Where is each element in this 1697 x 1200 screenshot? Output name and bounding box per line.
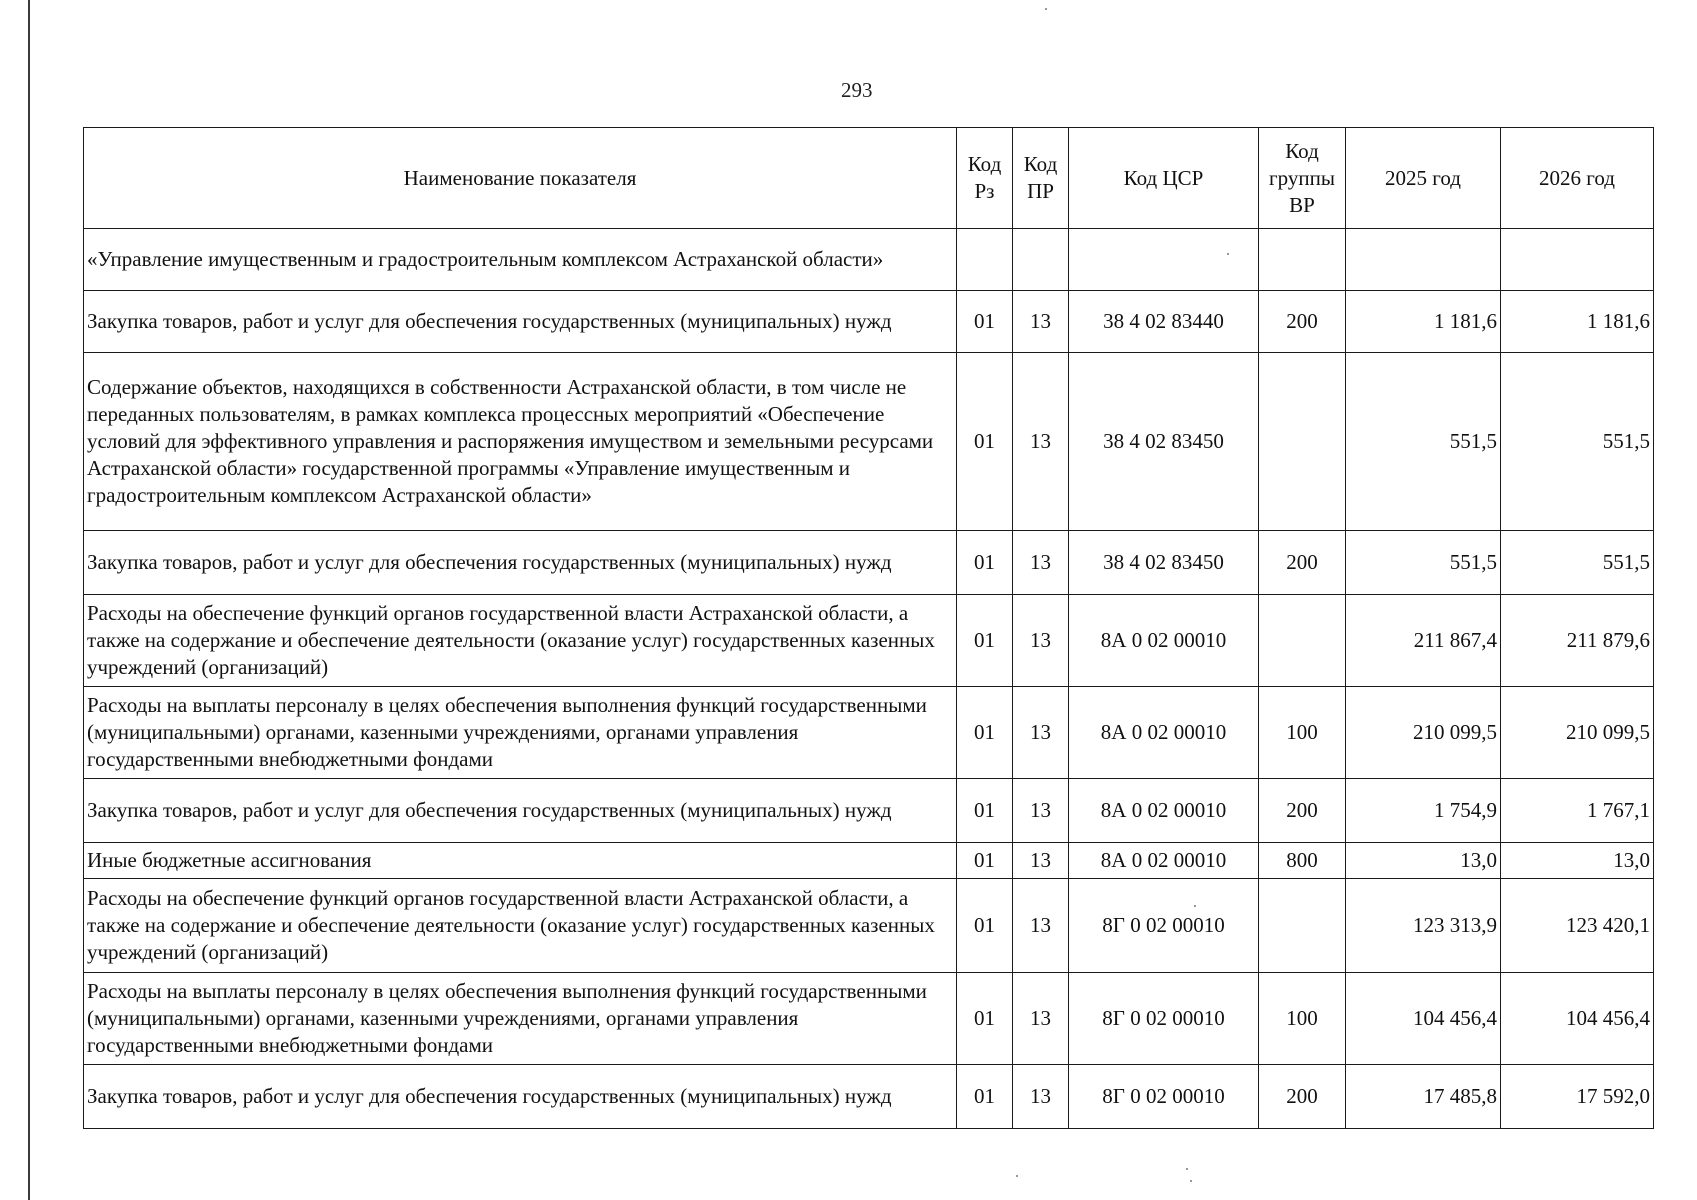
cell-code-rz: 01 [957, 291, 1013, 353]
cell-indicator-name: Расходы на обеспечение функций органов государственной власти Астраханской области, а также на содержание и обеспечение деятельности (оказание услуг) государственных казенных учреждений (организаций) [84, 879, 957, 973]
table-row [84, 879, 1654, 973]
cell-code-vr: 200 [1259, 1065, 1346, 1129]
cell-code-pr: 13 [1013, 973, 1069, 1065]
cell-amount-2026: 210 099,5 [1501, 687, 1654, 779]
cell-code-vr: 800 [1259, 843, 1346, 879]
cell-amount-2026: 1 767,1 [1501, 779, 1654, 843]
cell-amount-2025: 210 099,5 [1346, 687, 1501, 779]
cell-amount-2026: 551,5 [1501, 353, 1654, 531]
cell-code-pr [1013, 229, 1069, 291]
cell-amount-2025: 104 456,4 [1346, 973, 1501, 1065]
cell-code-csr: 38 4 02 83450 [1069, 531, 1259, 595]
header-code-csr: Код ЦСР [1069, 128, 1259, 229]
scan-edge-line [28, 0, 30, 1200]
cell-code-pr: 13 [1013, 531, 1069, 595]
table-row [84, 353, 1654, 531]
cell-code-csr: 8Г 0 02 00010 [1069, 879, 1259, 973]
cell-code-pr: 13 [1013, 879, 1069, 973]
table-row [84, 973, 1654, 1065]
cell-code-vr: 200 [1259, 291, 1346, 353]
cell-code-vr: 100 [1259, 973, 1346, 1065]
cell-code-csr: 8А 0 02 00010 [1069, 843, 1259, 879]
cell-code-rz: 01 [957, 1065, 1013, 1129]
cell-indicator-name: Расходы на выплаты персоналу в целях обеспечения выполнения функций государственными (муниципальными) органами, казенными учреждениями, органами управления государственными внебюджетными фондами [84, 973, 957, 1065]
cell-indicator-name: «Управление имущественным и градостроительным комплексом Астраханской области» [84, 229, 957, 291]
scan-speck [1194, 905, 1196, 907]
cell-amount-2025: 551,5 [1346, 531, 1501, 595]
cell-code-rz: 01 [957, 843, 1013, 879]
cell-code-csr: 38 4 02 83450 [1069, 353, 1259, 531]
cell-code-rz: 01 [957, 353, 1013, 531]
cell-indicator-name: Закупка товаров, работ и услуг для обеспечения государственных (муниципальных) нужд [84, 531, 957, 595]
cell-indicator-name: Закупка товаров, работ и услуг для обеспечения государственных (муниципальных) нужд [84, 1065, 957, 1129]
cell-code-csr: 8А 0 02 00010 [1069, 779, 1259, 843]
cell-code-pr: 13 [1013, 779, 1069, 843]
cell-indicator-name: Содержание объектов, находящихся в собственности Астраханской области, в том числе не переданных пользователям, в рамках комплекса процессных мероприятий «Обеспечение условий для эффективного управления и распоряжения имуществом и земельными ресурсами Астраханской области» государственной программы «Управление имущественным и градостроительным комплексом Астраханской области» [84, 353, 957, 531]
cell-code-pr: 13 [1013, 687, 1069, 779]
cell-code-rz: 01 [957, 531, 1013, 595]
cell-code-vr [1259, 879, 1346, 973]
header-year-2026: 2026 год [1501, 128, 1654, 229]
cell-indicator-name: Закупка товаров, работ и услуг для обеспечения государственных (муниципальных) нужд [84, 291, 957, 353]
cell-code-vr [1259, 353, 1346, 531]
cell-amount-2025: 551,5 [1346, 353, 1501, 531]
cell-code-csr [1069, 229, 1259, 291]
cell-amount-2026: 551,5 [1501, 531, 1654, 595]
scan-speck [1016, 1175, 1018, 1177]
cell-code-pr: 13 [1013, 291, 1069, 353]
cell-amount-2026: 17 592,0 [1501, 1065, 1654, 1129]
table-row [84, 595, 1654, 687]
cell-code-rz: 01 [957, 973, 1013, 1065]
cell-code-rz [957, 229, 1013, 291]
table-row [84, 687, 1654, 779]
cell-code-rz: 01 [957, 879, 1013, 973]
cell-amount-2026: 104 456,4 [1501, 973, 1654, 1065]
table-row [84, 779, 1654, 843]
cell-indicator-name: Расходы на обеспечение функций органов государственной власти Астраханской области, а также на содержание и обеспечение деятельности (оказание услуг) государственных казенных учреждений (организаций) [84, 595, 957, 687]
page-number: 293 [841, 78, 873, 102]
cell-code-vr: 100 [1259, 687, 1346, 779]
cell-code-pr: 13 [1013, 843, 1069, 879]
table-row [84, 531, 1654, 595]
cell-code-rz: 01 [957, 779, 1013, 843]
cell-code-csr: 8Г 0 02 00010 [1069, 973, 1259, 1065]
cell-code-pr: 13 [1013, 1065, 1069, 1129]
cell-amount-2026 [1501, 229, 1654, 291]
cell-amount-2026: 123 420,1 [1501, 879, 1654, 973]
table-row [84, 291, 1654, 353]
header-year-2025: 2025 год [1346, 128, 1501, 229]
cell-code-vr [1259, 595, 1346, 687]
header-code-vr: Код группы ВР [1259, 128, 1346, 229]
cell-code-csr: 8Г 0 02 00010 [1069, 1065, 1259, 1129]
table-row [84, 1065, 1654, 1129]
table-header-row [84, 128, 1654, 229]
cell-code-csr: 8А 0 02 00010 [1069, 595, 1259, 687]
cell-amount-2025: 13,0 [1346, 843, 1501, 879]
cell-amount-2025 [1346, 229, 1501, 291]
cell-code-rz: 01 [957, 595, 1013, 687]
cell-amount-2025: 1 754,9 [1346, 779, 1501, 843]
scan-speck [1186, 1168, 1188, 1170]
scan-speck [1045, 8, 1047, 10]
cell-indicator-name: Расходы на выплаты персоналу в целях обеспечения выполнения функций государственными (муниципальными) органами, казенными учреждениями, органами управления государственными внебюджетными фондами [84, 687, 957, 779]
cell-code-rz: 01 [957, 687, 1013, 779]
header-code-rz: Код Рз [957, 128, 1013, 229]
cell-amount-2026: 13,0 [1501, 843, 1654, 879]
table-row [84, 229, 1654, 291]
cell-amount-2025: 1 181,6 [1346, 291, 1501, 353]
cell-code-vr: 200 [1259, 531, 1346, 595]
cell-indicator-name: Закупка товаров, работ и услуг для обеспечения государственных (муниципальных) нужд [84, 779, 957, 843]
cell-code-csr: 38 4 02 83440 [1069, 291, 1259, 353]
table-row [84, 843, 1654, 879]
cell-code-vr: 200 [1259, 779, 1346, 843]
header-indicator-name: Наименование показателя [84, 128, 957, 229]
cell-amount-2026: 1 181,6 [1501, 291, 1654, 353]
cell-amount-2026: 211 879,6 [1501, 595, 1654, 687]
cell-indicator-name: Иные бюджетные ассигнования [84, 843, 957, 879]
cell-amount-2025: 211 867,4 [1346, 595, 1501, 687]
header-code-pr: Код ПР [1013, 128, 1069, 229]
cell-code-csr: 8А 0 02 00010 [1069, 687, 1259, 779]
cell-code-vr [1259, 229, 1346, 291]
budget-table [83, 127, 1654, 1129]
cell-code-pr: 13 [1013, 353, 1069, 531]
cell-amount-2025: 17 485,8 [1346, 1065, 1501, 1129]
cell-code-pr: 13 [1013, 595, 1069, 687]
scan-speck [1227, 253, 1229, 255]
cell-amount-2025: 123 313,9 [1346, 879, 1501, 973]
scan-speck [1190, 1180, 1192, 1182]
